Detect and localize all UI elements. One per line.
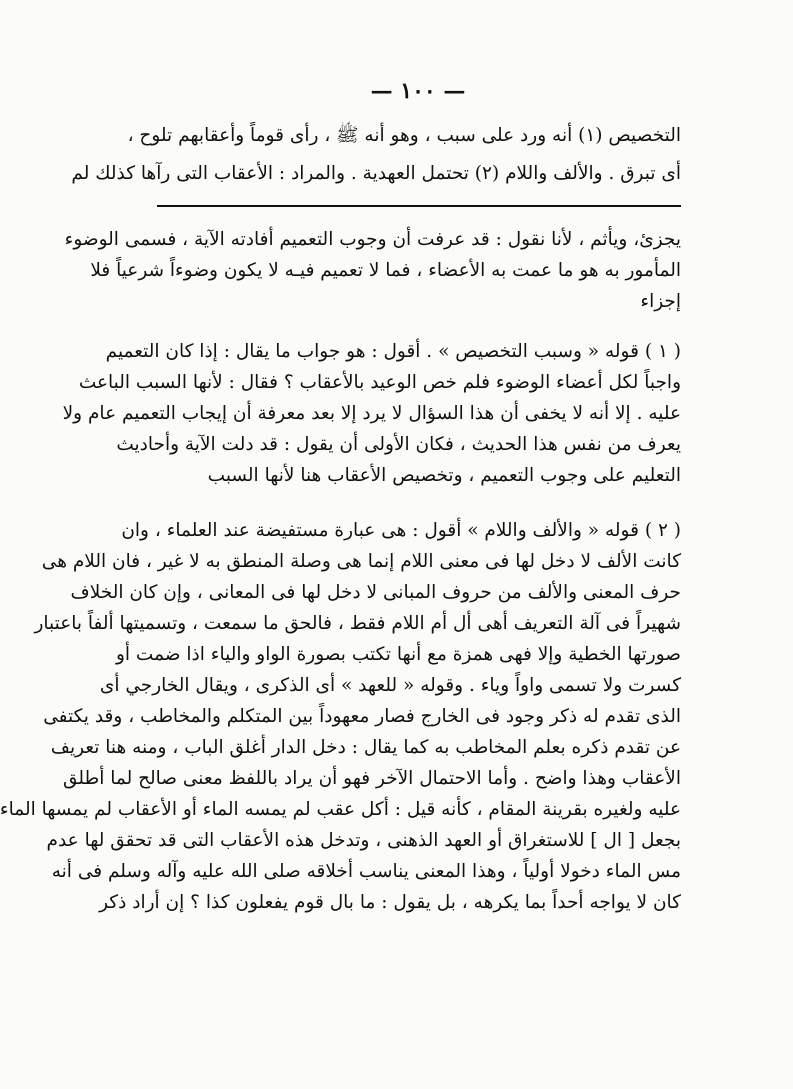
footnote-2-line: الأعقاب وهذا واضح . وأما الاحتمال الآخر فهو أن يراد باللفظ معنى صالح لما أطلق [62,768,681,789]
footnote-continuation-line: المأمور به هو ما عمت به الأعضاء ، فما لا تعميم فيـه لا يكون وضوءاً شرعياً فلا [90,260,681,281]
main-text-line: أى تبرق . والألف واللام (٢) تحتمل العهدية . والمراد : الأعقاب التى رآها كذلك لم [71,163,681,184]
footnote-2-line: شهيراً فى آلة التعريف أهى أل أم اللام فقط ، فالحق ما سمعت ، وتسميتها ألفاً باعتبار [34,613,681,634]
footnote-2-line: كسرت ولا تسمى واواً وياء . وقوله « للعهد » أى الذكرى ، ويقال الخارجي أى [99,675,681,696]
footnote-divider [157,205,681,207]
footnote-1-line: عليه . إلا أنه لا يخفى أن هذا السؤال لا يرد إلا بعد معرفة أن إيجاب التعميم عام ولا [62,403,681,424]
footnote-2-line: كان لا يواجه أحداً بما يكرهه ، بل يقول : ما بال قوم يفعلون كذا ؟ إن أراد ذكر [99,892,681,913]
main-text-line: التخصيص (١) أنه ورد على سبب ، وهو أنه ﷺ ، رأى قوماً وأعقابهم تلوح ، [127,125,681,146]
footnote-2-line: صورتها الخطية وإلا فهى همزة مع أنها تكتب بصورة الواو والياء اذا ضمت أو [115,644,681,665]
footnote-2-line: مس الماء دخولا أولياً ، وهذا المعنى يناسب أخلاقه صلى الله عليه وآله وسلم فى أنه [51,861,681,882]
footnote-continuation-line: يجزئ، ويأثم ، لأنا نقول : قد عرفت أن وجوب التعميم أفادته الآية ، فسمى الوضوء [64,229,681,250]
footnote-2-line: بجعل [ ال ] للاستغراق أو العهد الذهنى ، وتدخل هذه الأعقاب التى قد تحقق لها عدم [46,830,681,851]
footnote-1-line: ( ١ ) قوله « وسبب التخصيص » . أقول : هو جواب ما يقال : إذا كان التعميم [105,341,681,362]
footnote-1-line: يعرف من نفس هذا الحديث ، فكان الأولى أن يقول : قد دلت الآية وأحاديث [116,434,681,455]
footnote-2-line: عن تقدم ذكره بعلم المخاطب به كما يقال : دخل الدار أغلق الباب ، ومنه هنا تعريف [50,737,681,758]
footnote-continuation-line: إجزاء [640,291,681,312]
page-number: — ١٠٠ — [370,78,466,104]
footnote-2-line: ( ٢ ) قوله « والألف واللام » أقول : هى عبارة مستفيضة عند العلماء ، وان [121,520,681,541]
footnote-2-line: حرف المعنى والألف من حروف المبانى لا دخل لها فى المعانى ، وإن كان الخلاف [70,582,681,603]
footnote-2-line: الذى تقدم له ذكر وجود فى الخارج فصار معهوداً بين المتكلم والمخاطب ، وقد يكتفى [43,706,681,727]
footnote-1-line: واجباً لكل أعضاء الوضوء فلم خص الوعيد بالأعقاب ؟ فقال : لأنها السبب الباعث [78,372,681,393]
footnote-2-line: كانت الألف لا دخل لها فى معنى اللام إنما هى وصلة المنطق به لا غير ، فان اللام هى [41,551,681,572]
footnote-2-line: عليه ولغيره بقرينة المقام ، كأنه قيل : أكل عقب لم يمسه الماء أو الأعقاب لم يمسها الماء [0,799,681,820]
footnote-1-line: التعليم على وجوب التعميم ، وتخصيص الأعقاب هنا لأنها السبب [207,465,681,486]
